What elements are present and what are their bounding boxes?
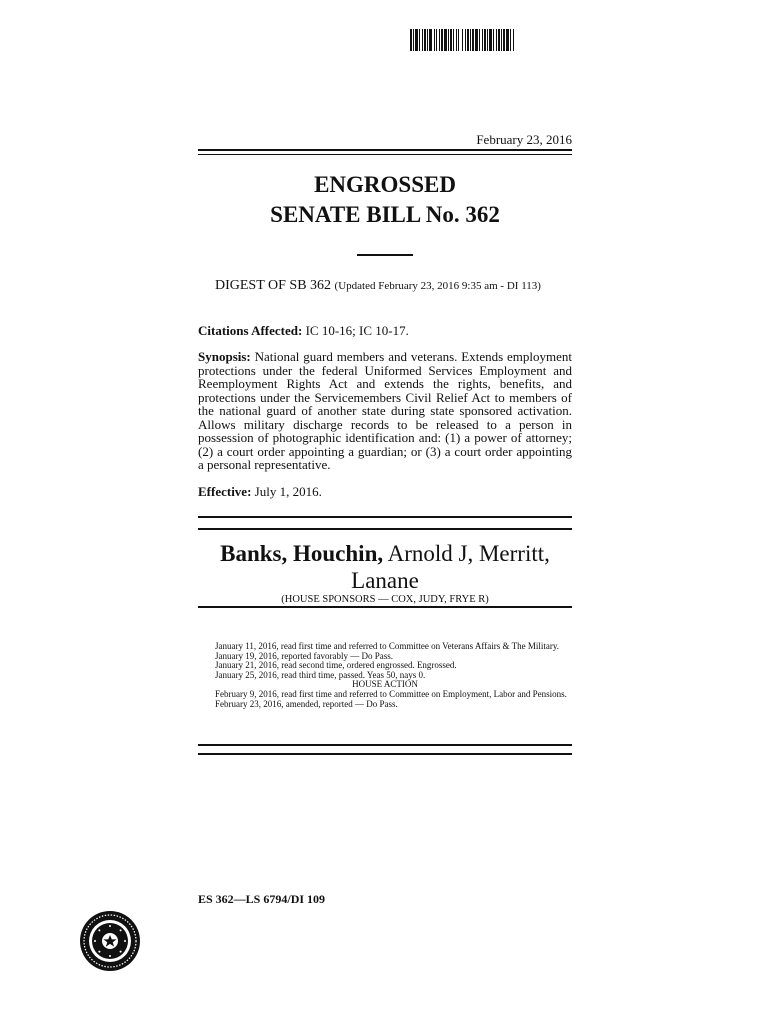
synopsis-text: National guard members and veterans. Extends employment protections under the federal Uniformed Services Employment and Reemployment Rights Act and extends the rights, benefits, and protections under the Servicemembers Civil Relief Act to members of the national guard of another state during state sponsored activation. Allows military discharge records to be released to a person in possession of photographic identification and: (1) a power of attorney; (2) a court order appointing a guardian; or (3) a court order appointing a personal representative. xyxy=(198,349,572,472)
sponsor-rule-bottom xyxy=(198,606,572,608)
history-entry: January 11, 2016, read first time and referred to Committee on Veterans Affairs & The Military. xyxy=(215,641,559,651)
synopsis xyxy=(198,350,572,472)
citations-affected xyxy=(198,324,572,338)
sponsors-primary: Banks, Houchin, xyxy=(220,541,384,566)
bill-title-line1: ENGROSSED xyxy=(314,172,456,197)
history-entry: February 9, 2016, read first time and referred to Committee on Employment, Labor and Pensions. xyxy=(215,688,567,699)
history-entry: February 23, 2016, amended, reported — Do Pass. xyxy=(215,698,398,709)
effective-date xyxy=(198,485,572,499)
senate-sponsors xyxy=(198,540,572,594)
legislative-history xyxy=(198,642,572,709)
bottom-rule-2 xyxy=(198,753,572,755)
history-entry: January 21, 2016, read second time, ordered engrossed. Engrossed. xyxy=(215,660,457,671)
history-entry: January 19, 2016, reported favorably — Do Pass. xyxy=(215,650,393,661)
sponsors-secondary: Arnold J, Merritt, Lanane xyxy=(351,541,550,593)
citations-label: Citations Affected: xyxy=(198,323,303,338)
bottom-rule-1 xyxy=(198,744,572,746)
effective-text: July 1, 2016. xyxy=(251,484,322,499)
house-sponsors: (HOUSE SPONSORS — COX, JUDY, FRYE R) xyxy=(281,594,489,605)
digest-main: DIGEST OF SB 362 xyxy=(215,278,332,293)
digest-heading xyxy=(215,278,541,294)
house-action-heading: HOUSE ACTION xyxy=(352,679,418,690)
barcode-icon xyxy=(410,29,588,51)
barcode-bar xyxy=(514,29,515,51)
synopsis-label: Synopsis: xyxy=(198,349,251,364)
history-entry: January 25, 2016, read third time, passed. Yeas 50, nays 0. xyxy=(215,669,426,680)
bill-date: February 23, 2016 xyxy=(476,132,572,147)
title-divider xyxy=(357,254,413,256)
top-rule-thick xyxy=(198,149,572,151)
bill-identifier-footer: ES 362—LS 6794/DI 109 xyxy=(198,892,326,906)
top-rule-thin xyxy=(198,154,572,155)
effective-label: Effective: xyxy=(198,484,252,499)
digest-updated: (Updated February 23, 2016 9:35 am - DI 113) xyxy=(334,280,541,292)
bill-title-line2: SENATE BILL No. 362 xyxy=(270,202,500,227)
state-seal-icon xyxy=(79,910,141,972)
sponsor-rule-top-1 xyxy=(198,516,572,518)
sponsor-rule-top-2 xyxy=(198,528,572,530)
citations-text: IC 10-16; IC 10-17. xyxy=(302,323,409,338)
